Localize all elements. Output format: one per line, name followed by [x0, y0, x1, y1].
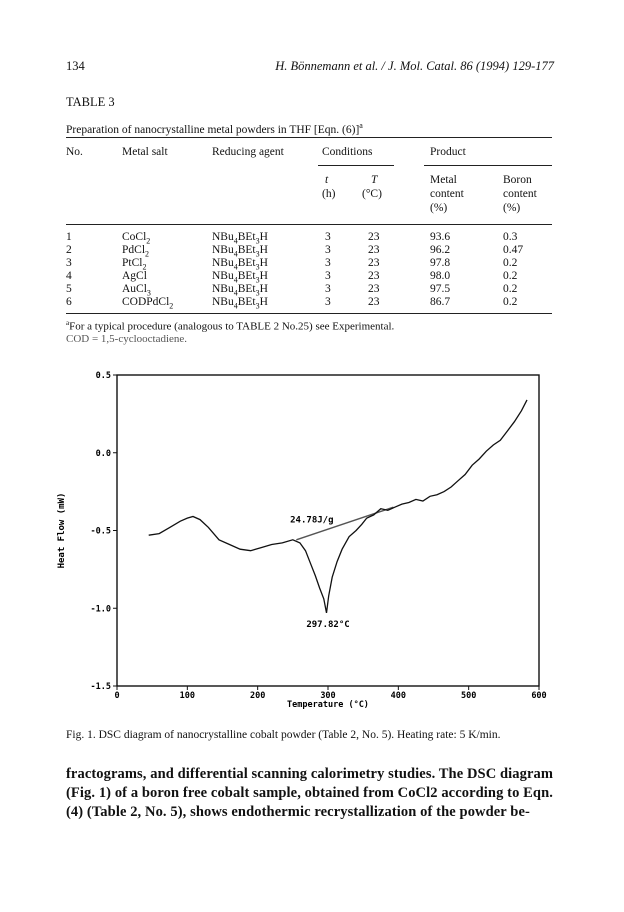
- y-axis-label: Heat Flow (mW): [57, 492, 67, 569]
- col-product-header: Product: [430, 146, 466, 158]
- footnote-text: For a typical procedure (analogous to TABLE 2 No.25) see Experimental.: [69, 320, 395, 333]
- product-rule: [424, 165, 552, 166]
- agent-c: H: [259, 270, 268, 282]
- row-boron: 0.2: [503, 257, 518, 269]
- figure-caption: Fig. 1. DSC diagram of nanocrystalline cobalt powder (Table 2, No. 5). Heating rate: 5 K/min.: [66, 729, 501, 741]
- conditions-rule: [318, 165, 394, 166]
- row-t: 3: [325, 244, 331, 256]
- dsc-curve: [149, 400, 527, 613]
- x-axis-label: Temperature (°C): [287, 700, 369, 710]
- table-top-rule: [66, 137, 552, 138]
- row-t: 3: [325, 296, 331, 308]
- agent-b: BEt: [237, 257, 256, 269]
- row-no: 2: [66, 244, 72, 256]
- running-title: H. Bönnemann et al. / J. Mol. Catal. 86 (1994) 129-177: [275, 59, 554, 73]
- row-metal: 97.5: [430, 283, 451, 295]
- agent-sub2: 3: [255, 249, 260, 259]
- x-tick-label: 500: [460, 691, 477, 701]
- col-t-unit: (h): [322, 188, 336, 200]
- agent-c: H: [259, 283, 268, 295]
- salt-text: CODPdCl: [122, 296, 170, 308]
- row-no: 6: [66, 296, 72, 308]
- row-no: 5: [66, 283, 72, 295]
- col-T-header: T: [371, 174, 378, 186]
- row-T: 23: [368, 296, 380, 308]
- x-tick-label: 200: [249, 691, 266, 701]
- table-footnote: [66, 319, 394, 333]
- row-metal: 86.7: [430, 296, 451, 308]
- x-tick-label: 600: [531, 691, 547, 701]
- agent-sub2: 3: [255, 236, 260, 246]
- salt-text: AgCl: [122, 270, 147, 282]
- row-boron: 0.3: [503, 231, 518, 243]
- col-boron-header-2: content: [503, 188, 537, 200]
- row-no: 1: [66, 231, 72, 243]
- body-paragraph: [66, 765, 553, 822]
- table-row: [0, 296, 624, 309]
- row-t: 3: [325, 231, 331, 243]
- col-agent-header: Reducing agent: [212, 146, 284, 158]
- col-metal-header-3: (%): [430, 202, 448, 214]
- row-agent: [212, 296, 268, 312]
- row-no: 3: [66, 257, 72, 269]
- table-label: TABLE 3: [66, 95, 115, 109]
- row-metal: 98.0: [430, 270, 451, 282]
- x-tick-label: 300: [320, 691, 336, 701]
- col-boron-header-3: (%): [503, 202, 521, 214]
- agent-sub1: 4: [233, 301, 238, 311]
- agent-sub2: 3: [255, 288, 260, 298]
- table-bottom-rule: [66, 313, 552, 314]
- body-line: fractograms, and differential scanning calorimetry studies. The DSC diagram: [66, 766, 554, 782]
- col-no-header: No.: [66, 146, 83, 158]
- peak-annotation: 297.82°C: [306, 619, 350, 630]
- row-T: 23: [368, 270, 380, 282]
- table-row: [0, 257, 624, 270]
- row-no: 4: [66, 270, 72, 282]
- table-title-mark: a: [359, 121, 363, 130]
- agent-a: NBu: [212, 244, 234, 256]
- agent-sub2: 3: [255, 301, 260, 311]
- agent-sub1: 4: [233, 249, 238, 259]
- row-metal: 97.8: [430, 257, 451, 269]
- agent-b: BEt: [237, 244, 256, 256]
- table-row: [0, 283, 624, 296]
- y-ticks: [91, 371, 117, 692]
- x-tick-label: 100: [179, 691, 196, 701]
- agent-sub2: 3: [255, 262, 260, 272]
- table-row: [0, 270, 624, 283]
- footnote-mark: a: [66, 319, 70, 327]
- row-salt: [122, 296, 173, 312]
- salt-sub: 2: [169, 301, 174, 311]
- table-row: [0, 244, 624, 257]
- salt-text: PtCl: [122, 257, 143, 269]
- row-boron: 0.2: [503, 283, 518, 295]
- row-boron: 0.47: [503, 244, 524, 256]
- table-title: [66, 121, 363, 136]
- agent-sub1: 4: [233, 262, 238, 272]
- salt-sub: 2: [145, 249, 150, 259]
- salt-text: AuCl: [122, 283, 147, 295]
- agent-c: H: [259, 244, 268, 256]
- salt-text: PdCl: [122, 244, 146, 256]
- agent-a: NBu: [212, 283, 234, 295]
- enthalpy-annotation: 24.78J/g: [290, 515, 334, 526]
- agent-a: NBu: [212, 231, 234, 243]
- salt-sub: 2: [146, 236, 151, 246]
- row-metal: 93.6: [430, 231, 451, 243]
- agent-c: H: [259, 257, 268, 269]
- salt-sub: 3: [146, 288, 151, 298]
- y-tick-label: 0.5: [95, 371, 111, 381]
- x-ticks: [114, 686, 546, 701]
- agent-sub2: 3: [255, 275, 260, 285]
- agent-sub1: 4: [233, 275, 238, 285]
- y-tick-label: -1.5: [90, 682, 111, 692]
- agent-a: NBu: [212, 296, 234, 308]
- x-tick-label: 400: [390, 691, 407, 701]
- agent-b: BEt: [237, 231, 256, 243]
- col-salt-header: Metal salt: [122, 146, 168, 158]
- col-boron-header-1: Boron: [503, 174, 532, 186]
- table-footnote-2: COD = 1,5-cyclooctadiene.: [66, 333, 188, 345]
- row-T: 23: [368, 283, 380, 295]
- table-header-rule: [66, 224, 552, 225]
- agent-b: BEt: [237, 296, 256, 308]
- agent-c: H: [259, 231, 268, 243]
- y-tick-label: -0.5: [90, 526, 111, 537]
- table-title-text: Preparation of nanocrystalline metal powders in THF [Eqn. (6)]: [66, 123, 360, 136]
- row-boron: 0.2: [503, 296, 518, 308]
- table-row: [0, 231, 624, 244]
- plot-frame: [117, 375, 539, 686]
- col-T-unit: (°C): [362, 188, 382, 200]
- col-t-header: t: [325, 174, 329, 186]
- page-number: 134: [66, 59, 85, 73]
- row-metal: 96.2: [430, 244, 451, 256]
- col-metal-header-2: content: [430, 188, 464, 200]
- agent-a: NBu: [212, 270, 234, 282]
- y-tick-label: 0.0: [95, 448, 111, 459]
- row-T: 23: [368, 257, 380, 269]
- agent-sub1: 4: [233, 288, 238, 298]
- x-tick-label: 0: [114, 691, 120, 701]
- col-conditions-header: Conditions: [322, 146, 373, 158]
- agent-a: NBu: [212, 257, 234, 269]
- row-boron: 0.2: [503, 270, 518, 282]
- body-line: (4) (Table 2, No. 5), shows endothermic recrystallization of the powder be-: [66, 804, 530, 820]
- y-tick-label: -1.0: [90, 604, 111, 615]
- row-t: 3: [325, 270, 331, 282]
- row-T: 23: [368, 231, 380, 243]
- agent-b: BEt: [237, 283, 256, 295]
- dsc-chart: [0, 350, 624, 710]
- salt-text: CoCl: [122, 231, 147, 243]
- row-t: 3: [325, 257, 331, 269]
- row-t: 3: [325, 283, 331, 295]
- row-T: 23: [368, 244, 380, 256]
- body-line: (Fig. 1) of a boron free cobalt sample, obtained from CoCl2 according to Eqn.: [66, 785, 553, 801]
- salt-sub: 2: [142, 262, 147, 272]
- agent-sub1: 4: [233, 236, 238, 246]
- agent-c: H: [259, 296, 268, 308]
- agent-b: BEt: [237, 270, 256, 282]
- col-metal-header-1: Metal: [430, 174, 457, 186]
